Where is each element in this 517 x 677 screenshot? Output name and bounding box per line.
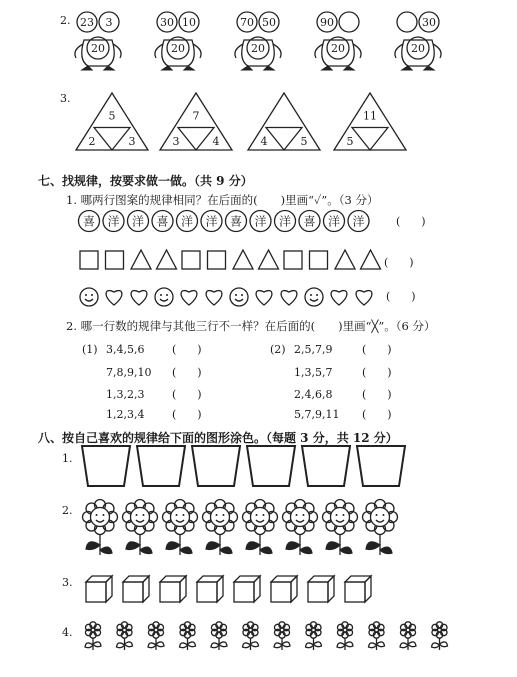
small-flower-leaf (345, 642, 353, 647)
small-flower-leaf (337, 643, 345, 648)
flower-eye (136, 514, 138, 516)
flower-eye (223, 514, 225, 516)
flower-leaf (86, 542, 100, 550)
penguin-right-number: 50 (262, 16, 276, 29)
s8-question-3-label: 3. (62, 576, 73, 589)
circled-character: 洋 (327, 214, 341, 229)
cube-front-face (271, 582, 291, 602)
triangle-top-number: 11 (363, 109, 377, 123)
flower-leaf (380, 547, 392, 553)
flower-figure (83, 500, 118, 556)
flower-leaf (140, 547, 152, 553)
flower-face (251, 508, 270, 527)
triangle-top-number: 5 (108, 109, 116, 123)
cube-side-face (217, 576, 223, 602)
circled-character: 喜 (229, 214, 243, 229)
flower-figure (163, 500, 198, 556)
triangle-top-number: 7 (192, 109, 200, 123)
group-2-seq-2: 1,3,5,7 (294, 366, 333, 379)
trapezoid-shape (137, 446, 185, 486)
cube-front-face (234, 582, 254, 602)
question-2-label: 2. (60, 14, 71, 27)
flower-leaf (180, 547, 192, 553)
penguin-bottom-number: 20 (251, 42, 265, 55)
small-flower-leaf (117, 643, 125, 648)
flower-eye (303, 514, 305, 516)
small-flower-figure (180, 622, 196, 650)
flower-leaf (220, 547, 232, 553)
small-flower-leaf (180, 643, 188, 648)
small-flower-figure (243, 622, 259, 650)
triangle-right-number: 3 (128, 135, 136, 148)
penguin-left-number: 23 (80, 16, 94, 29)
section-7-q1-text: 1. 哪两行图案的规律相同？在后面的( )里画“✓”。（3 分） (66, 193, 379, 207)
flower-face (331, 508, 350, 527)
cube-side-face (180, 576, 186, 602)
flower-leaf (286, 542, 300, 550)
group-1-paren-3[interactable]: ( ) (172, 388, 202, 401)
group-2-paren-3[interactable]: ( ) (362, 388, 392, 401)
flower-eye (336, 514, 338, 516)
flower-leaf (100, 547, 112, 553)
flower-eye (296, 514, 298, 516)
penguin-bottom-number: 20 (411, 42, 425, 55)
penguin-right-number: 30 (422, 16, 436, 29)
flower-figure (243, 500, 278, 556)
flower-eye (256, 514, 258, 516)
small-flower-leaf (93, 642, 101, 647)
small-flower-figure (369, 622, 385, 650)
triangle-left-number: 5 (346, 135, 354, 148)
flower-eye (383, 514, 385, 516)
circled-character: 喜 (156, 214, 169, 229)
answer-paren-row-3[interactable]: ( ) (386, 290, 416, 303)
small-flower-leaf (377, 642, 385, 647)
small-flower-figure (85, 622, 101, 650)
small-flower-leaf (243, 643, 251, 648)
flower-eye (176, 514, 178, 516)
flower-eye (376, 514, 378, 516)
trapezoid-shape (247, 446, 295, 486)
circled-character: 洋 (180, 214, 194, 229)
cube-shape (123, 576, 149, 602)
flower-face (291, 508, 310, 527)
flower-leaf (340, 547, 352, 553)
small-flower-leaf (274, 643, 282, 648)
penguin-right-number: 10 (182, 16, 196, 29)
flower-leaf (260, 547, 272, 553)
cube-front-face (308, 582, 328, 602)
cube-shape (271, 576, 297, 602)
s8-question-2-label: 2. (62, 504, 73, 517)
small-flower-leaf (369, 643, 377, 648)
small-flower-figure (400, 622, 416, 650)
group-1-label: (1) (82, 343, 98, 356)
cube-side-face (143, 576, 149, 602)
flower-figure (203, 500, 238, 556)
flower-face (131, 508, 150, 527)
cube-shape (234, 576, 260, 602)
cube-side-face (291, 576, 297, 602)
small-flower-leaf (400, 643, 408, 648)
group-2-seq-1: 2,5,7,9 (294, 343, 333, 356)
small-flower-figure (117, 622, 133, 650)
small-flower-leaf (432, 643, 440, 648)
penguin-right-number: 3 (105, 16, 113, 29)
flower-face (211, 508, 230, 527)
flower-face (171, 508, 190, 527)
cube-shape (345, 576, 371, 602)
circled-character: 洋 (254, 214, 267, 229)
small-flower-leaf (219, 642, 227, 647)
cube-shape (197, 576, 223, 602)
cube-side-face (365, 576, 371, 602)
flower-leaf (126, 542, 140, 550)
small-flower-figure (211, 622, 227, 650)
section-8-title: 八、按自己喜欢的规律给下面的图形涂色。（每题 3 分，共 12 分） (38, 431, 398, 445)
triangle-left-number: 4 (260, 135, 268, 148)
small-flower-leaf (314, 642, 322, 647)
cube-shape (160, 576, 186, 602)
circled-character: 洋 (107, 214, 120, 229)
answer-paren-row-1[interactable]: ( ) (396, 215, 426, 228)
penguin-left-number: 90 (320, 16, 334, 29)
cube-front-face (160, 582, 180, 602)
trapezoid-shape (302, 446, 350, 486)
small-flower-leaf (188, 642, 196, 647)
question-3-label: 3. (60, 92, 71, 105)
flower-leaf (206, 542, 220, 550)
flower-eye (103, 514, 105, 516)
trapezoid-shape (82, 446, 130, 486)
flower-eye (96, 514, 98, 516)
trapezoid-shape (192, 446, 240, 486)
circled-character: 洋 (352, 214, 365, 229)
group-1-seq-3: 1,3,2,3 (106, 388, 145, 401)
circled-character: 洋 (278, 214, 292, 229)
flower-leaf (326, 542, 340, 550)
small-flower-leaf (156, 642, 164, 647)
circled-character: 喜 (82, 214, 96, 229)
section-7-q2-text: 2. 哪一行数的规律与其他三行不一样？在后面的( )里画“╳”。（6 分） (66, 319, 436, 333)
group-1-seq-4: 1,2,3,4 (106, 408, 145, 421)
small-flower-leaf (408, 642, 416, 647)
cube-shape (86, 576, 112, 602)
small-flower-figure (306, 622, 322, 650)
flower-figure (363, 500, 398, 556)
cube-shape (308, 576, 334, 602)
small-flower-leaf (125, 642, 133, 647)
group-2-seq-3: 2,4,6,8 (294, 388, 333, 401)
group-2-label: (2) (270, 343, 286, 356)
flower-figure (123, 500, 158, 556)
circled-character: 洋 (205, 214, 218, 229)
small-flower-leaf (440, 642, 448, 647)
cube-side-face (254, 576, 260, 602)
triangle-left-number: 2 (88, 135, 96, 148)
group-2-paren-2[interactable]: ( ) (362, 366, 392, 379)
section-7-title: 七、找规律，按要求做一做。（共 9 分） (38, 174, 253, 188)
small-flower-leaf (148, 643, 156, 648)
flower-eye (183, 514, 185, 516)
group-1-paren-1[interactable]: ( ) (172, 343, 202, 356)
penguin-bottom-number: 20 (91, 42, 105, 55)
cube-front-face (345, 582, 365, 602)
penguin-left-number: 70 (240, 16, 254, 29)
small-flower-leaf (85, 643, 93, 648)
triangle-right-number: 4 (212, 135, 220, 148)
flower-leaf (366, 542, 380, 550)
group-2-paren-1[interactable]: ( ) (362, 343, 392, 356)
flower-eye (263, 514, 265, 516)
answer-paren-row-2[interactable]: ( ) (384, 256, 414, 269)
cube-side-face (106, 576, 112, 602)
small-flower-leaf (282, 642, 290, 647)
penguin-bottom-number: 20 (171, 42, 185, 55)
circled-character: 洋 (131, 214, 145, 229)
group-2-paren-4[interactable]: ( ) (362, 408, 392, 421)
small-flower-leaf (251, 642, 259, 647)
triangle-left-number: 3 (172, 135, 180, 148)
flower-eye (343, 514, 345, 516)
flower-eye (216, 514, 218, 516)
s8-question-1-label: 1. (62, 452, 73, 465)
flower-face (91, 508, 110, 527)
group-1-seq-2: 7,8,9,10 (106, 366, 152, 379)
small-flower-leaf (306, 643, 314, 648)
trapezoid-shape (357, 446, 405, 486)
cube-front-face (197, 582, 217, 602)
cube-front-face (86, 582, 106, 602)
small-flower-figure (274, 622, 290, 650)
group-1-paren-2[interactable]: ( ) (172, 366, 202, 379)
circled-character: 喜 (303, 214, 316, 229)
flower-leaf (300, 547, 312, 553)
triangle-right-number: 5 (300, 135, 308, 148)
flower-face (371, 508, 390, 527)
cube-front-face (123, 582, 143, 602)
flower-leaf (246, 542, 260, 550)
small-flower-figure (148, 622, 164, 650)
penguin-bottom-number: 20 (331, 42, 345, 55)
s8-question-4-label: 4. (62, 626, 73, 639)
cube-side-face (328, 576, 334, 602)
small-flower-leaf (211, 643, 219, 648)
penguin-left-number: 30 (160, 16, 174, 29)
small-flower-figure (337, 622, 353, 650)
flower-figure (283, 500, 318, 556)
group-1-paren-4[interactable]: ( ) (172, 408, 202, 421)
group-1-seq-1: 3,4,5,6 (106, 343, 145, 356)
small-flower-figure (432, 622, 448, 650)
flower-figure (323, 500, 358, 556)
flower-eye (143, 514, 145, 516)
group-2-seq-4: 5,7,9,11 (294, 408, 340, 421)
flower-leaf (166, 542, 180, 550)
